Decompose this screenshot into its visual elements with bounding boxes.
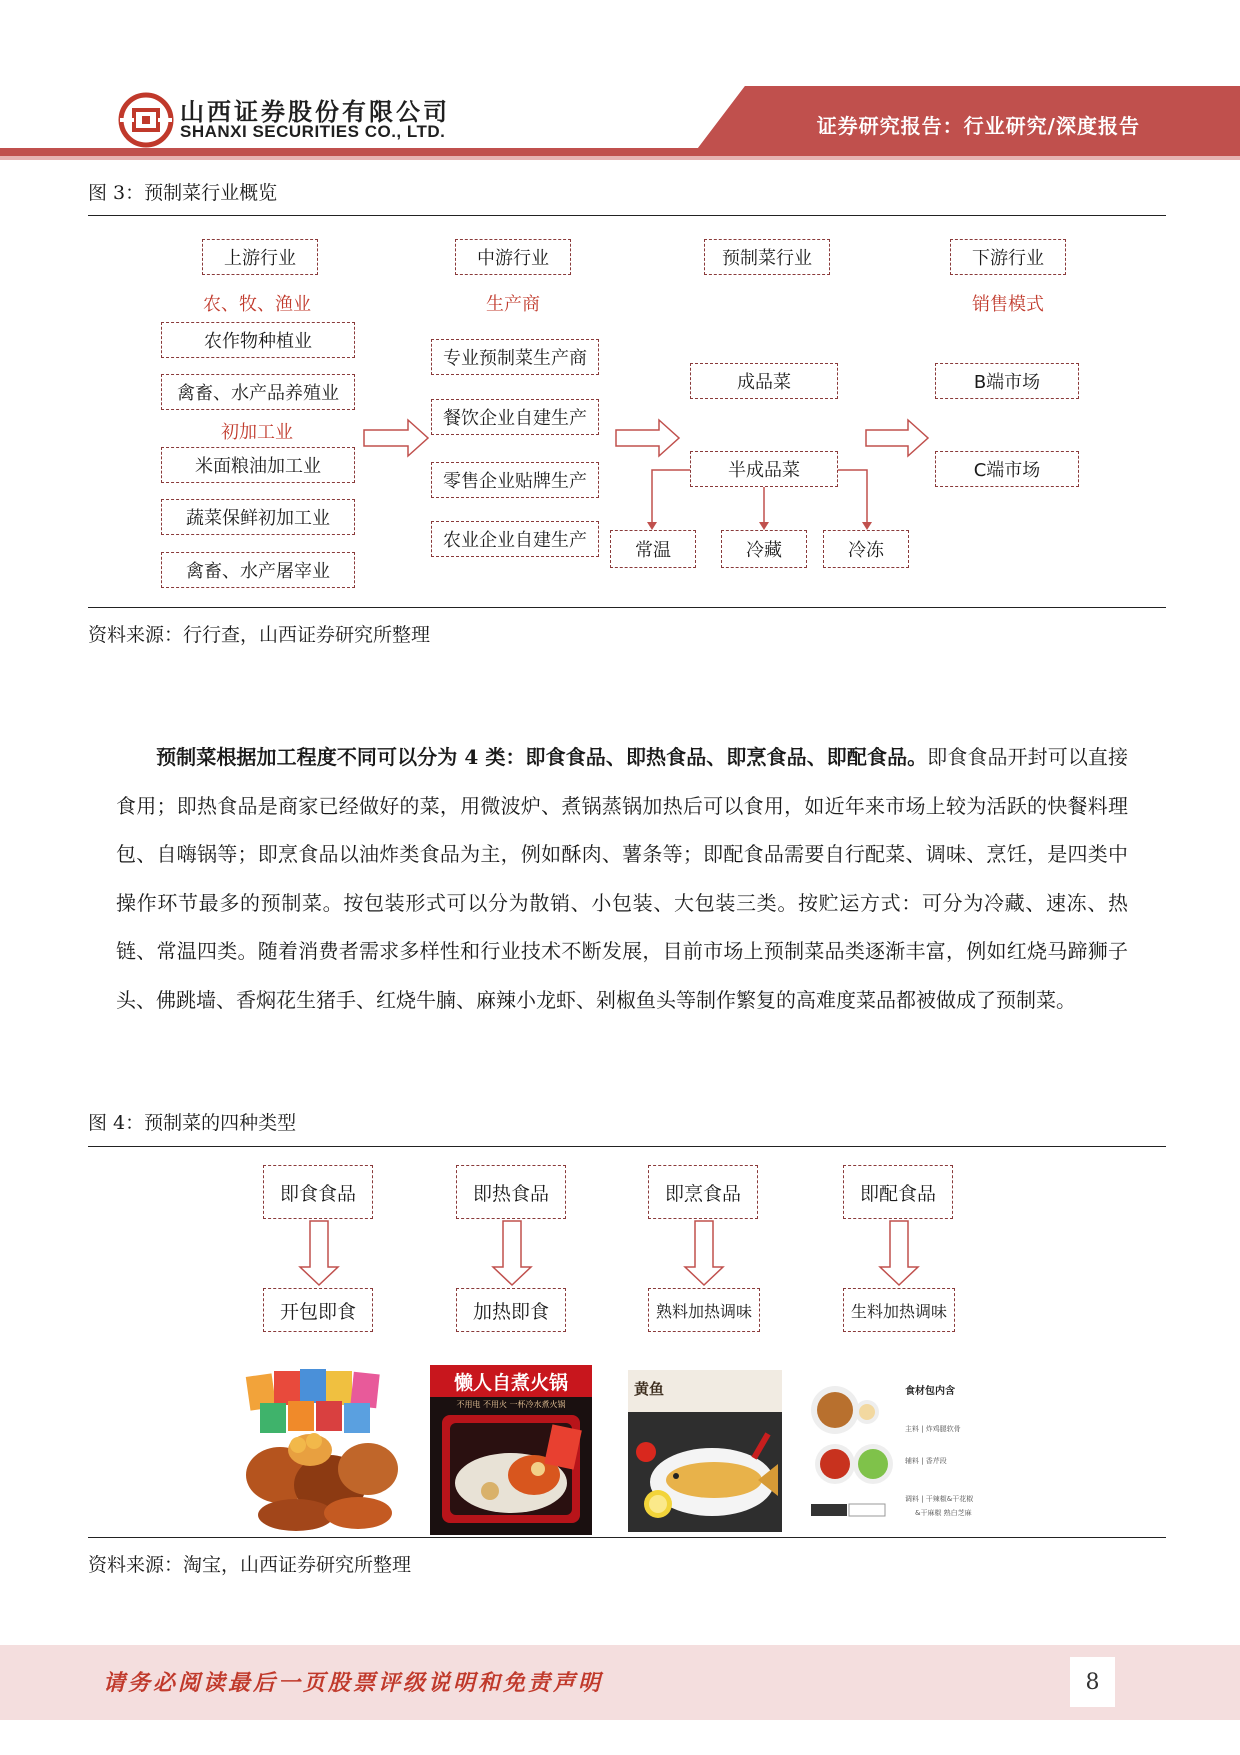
kit-row: 调料 | 干辣椒&干花椒 — [905, 1495, 974, 1503]
figure4-down-arrows — [0, 1215, 1240, 1295]
flow-arrow-icon — [616, 420, 679, 456]
finished-dish-box: 成品菜 — [690, 363, 838, 399]
downstream-header: 下游行业 — [950, 239, 1066, 275]
company-name-en: SHANXI SECURITIES CO., LTD. — [180, 122, 446, 141]
semi-finished-dish-box: 半成品菜 — [690, 451, 838, 487]
figure4-source: 资料来源：淘宝，山西证券研究所整理 — [88, 1554, 412, 1576]
upstream-header: 上游行业 — [202, 239, 318, 275]
type-name-box: 即配食品 — [843, 1165, 953, 1219]
upstream-item: 米面粮油加工业 — [161, 447, 355, 483]
down-arrow-icon — [685, 1221, 723, 1285]
kit-row: 主料 | 炸鸡腿软骨 — [905, 1425, 961, 1433]
self-heating-hotpot-image — [430, 1365, 592, 1535]
down-arrow-icon — [300, 1221, 338, 1285]
upstream-item: 禽畜、水产屠宰业 — [161, 552, 355, 588]
flow-arrow-icon — [364, 420, 428, 456]
figure4-top-rule — [88, 1146, 1166, 1147]
fish-dish-image — [628, 1370, 782, 1532]
fish-title: 黄鱼 — [634, 1380, 665, 1398]
downstream-red-label: 销售模式 — [972, 294, 1044, 315]
down-arrow-icon — [493, 1221, 531, 1285]
paragraph-text: 即食食品开封可以直接食用；即热食品是商家已经做好的菜，用微波炉、煮锅蒸锅加热后可以食用，如近年来市场上较为活跃的快餐料理包、自嗨锅等；即烹食品以油炸类食品为主，例如酥肉、薯条等；即配食品需要自行配菜、调味、烹饪，是四类中操作环节最多的预制菜。按包装形式可以分为散销、小包装、大包装三类。按贮运方式：可分为冷藏、速冻、热链、常温四类。随着消费者需求多样性和行业技术不断发展，目前市场上预制菜品类逐渐丰富，例如红烧马蹄狮子头、佛跳墙、香焖花生猪手、红烧牛腩、麻辣小龙虾、剁椒鱼头等制作繁复的高难度菜品都被做成了预制菜。 — [116, 745, 1128, 1012]
kit-title: 食材包内含 — [905, 1386, 955, 1397]
midstream-item: 专业预制菜生产商 — [431, 339, 599, 375]
semi-type-box: 冷藏 — [721, 530, 807, 568]
semi-type-box: 常温 — [610, 530, 696, 568]
semi-type-box: 冷冻 — [823, 530, 909, 568]
midstream-item: 农业企业自建生产 — [431, 521, 599, 557]
hotpot-title: 懒人自煮火锅 — [453, 1372, 568, 1394]
type-desc-box: 生料加热调味 — [843, 1288, 955, 1332]
hotpot-subtitle: 不用电 不用火 一杯冷水煮火锅 — [456, 1400, 566, 1409]
report-type: 证券研究报告：行业研究/深度报告 — [816, 114, 1140, 138]
down-arrow-icon — [880, 1221, 918, 1285]
figure3-source: 资料来源：行行查，山西证券研究所整理 — [88, 624, 431, 646]
midstream-red-label: 生产商 — [486, 294, 540, 315]
kit-row: 辅料 | 香芹段 — [905, 1457, 947, 1465]
ingredient-kit-image — [805, 1372, 995, 1532]
flow-arrow-icon — [866, 420, 928, 456]
upstream-item: 农作物种植业 — [161, 322, 355, 358]
figure4-bottom-rule — [88, 1537, 1166, 1538]
type-desc-box: 加热即食 — [456, 1288, 566, 1332]
footer-disclaimer: 请务必阅读最后一页股票评级说明和免责声明 — [103, 1670, 604, 1696]
paragraph-bold-lead: 预制菜根据加工程度不同可以分为 4 类：即食食品、即热食品、即烹食品、即配食品。 — [156, 745, 928, 769]
figure3-title: 图 3：预制菜行业概览 — [88, 182, 278, 204]
body-paragraph — [116, 733, 1128, 1024]
type-name-box: 即烹食品 — [648, 1165, 758, 1219]
downstream-item: B端市场 — [935, 363, 1079, 399]
figure3-bottom-rule — [88, 607, 1166, 608]
type-desc-box: 开包即食 — [263, 1288, 373, 1332]
company-name-cn: 山西证券股份有限公司 — [180, 98, 450, 126]
figure4-title: 图 4：预制菜的四种类型 — [88, 1112, 297, 1134]
midstream-header: 中游行业 — [455, 239, 571, 275]
midstream-item: 餐饮企业自建生产 — [431, 399, 599, 435]
midstream-item: 零售企业贴牌生产 — [431, 462, 599, 498]
type-name-box: 即热食品 — [456, 1165, 566, 1219]
kit-row: &干麻椒 熟白芝麻 — [915, 1509, 972, 1517]
downstream-item: C端市场 — [935, 451, 1079, 487]
type-name-box: 即食食品 — [263, 1165, 373, 1219]
upstream-red-label-2: 初加工业 — [221, 422, 293, 443]
upstream-item: 禽畜、水产品养殖业 — [161, 374, 355, 410]
page-number: 8 — [1070, 1657, 1115, 1707]
ready-to-eat-snacks-image — [240, 1365, 402, 1535]
upstream-item: 蔬菜保鲜初加工业 — [161, 499, 355, 535]
prepared-header: 预制菜行业 — [704, 239, 830, 275]
figure3-connectors — [0, 0, 1240, 620]
type-desc-box: 熟料加热调味 — [648, 1288, 760, 1332]
upstream-red-label-1: 农、牧、渔业 — [203, 294, 311, 315]
